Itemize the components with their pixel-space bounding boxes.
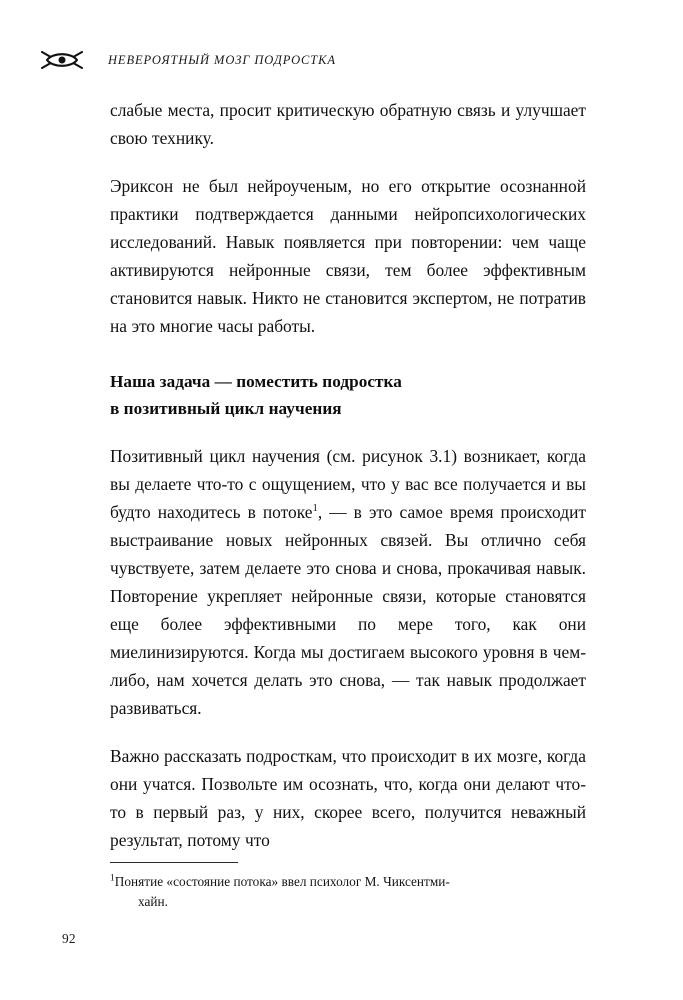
section-heading-line-2: в позитивный цикл научения bbox=[110, 399, 342, 418]
footnote-body-continuation: хайн. bbox=[138, 894, 168, 909]
running-head-title: НЕВЕРОЯТНЫЙ МОЗГ ПОДРОСТКА bbox=[108, 52, 336, 67]
body-paragraph: слабые места, просит критическую обратную связь и улучшает свою технику. bbox=[110, 100, 586, 148]
footnote-para-text-after: , — в это самое время происходит выстраивание новых нейронных связей. Вы отлично себя чувствуете, затем делаете это снова и снова, прокачивая навык. Повторение укрепляет нейронные связи, которые становятся еще более эффективными по мере того, как они миелинизируются. Когда мы достигаем высокого уровня в чем-либо, нам хочется делать это снова, — так навык продолжает развиваться. bbox=[110, 502, 587, 718]
body-paragraph: Эриксон не был нейроученым, но его открытие осознанной практики подтверждается данными нейропсихологических исследований. Навык появляется при повторении: чем чаще активируются нейронные связи, тем более эффективным становится навык. Никто не становится экспертом, не потратив на это многие часы работы. bbox=[110, 176, 586, 336]
body-paragraph-with-footnote bbox=[110, 442, 586, 722]
footnote-separator-rule bbox=[110, 862, 238, 863]
footnote-body: Понятие «состояние потока» ввел психолог М. Чиксентми- bbox=[114, 874, 450, 889]
footnote-block bbox=[110, 862, 586, 912]
running-head bbox=[40, 46, 600, 74]
footnote-marker: 1 bbox=[110, 872, 115, 884]
body-paragraph: Важно рассказать подросткам, что происходит в их мозге, когда они учатся. Позвольте им осознать, что, когда они делают что-то в первый раз, у них, скорее всего, получится неважный результат, потому что bbox=[110, 746, 586, 850]
text-column bbox=[110, 96, 586, 854]
eye-fish-icon bbox=[40, 49, 84, 71]
footnote-reference-marker[interactable]: 1 bbox=[312, 502, 318, 515]
section-heading-line-1: Наша задача — поместить подростка bbox=[110, 372, 402, 391]
footnote-para-text-before: Позитивный цикл научения (см. рисунок 3.1) возникает, когда вы делаете что-то с ощущением, что у вас все получается и вы будто находитесь в потоке bbox=[110, 446, 586, 522]
section-heading bbox=[110, 368, 586, 422]
footnote-text bbox=[110, 872, 586, 912]
page-number: 92 bbox=[62, 931, 76, 946]
